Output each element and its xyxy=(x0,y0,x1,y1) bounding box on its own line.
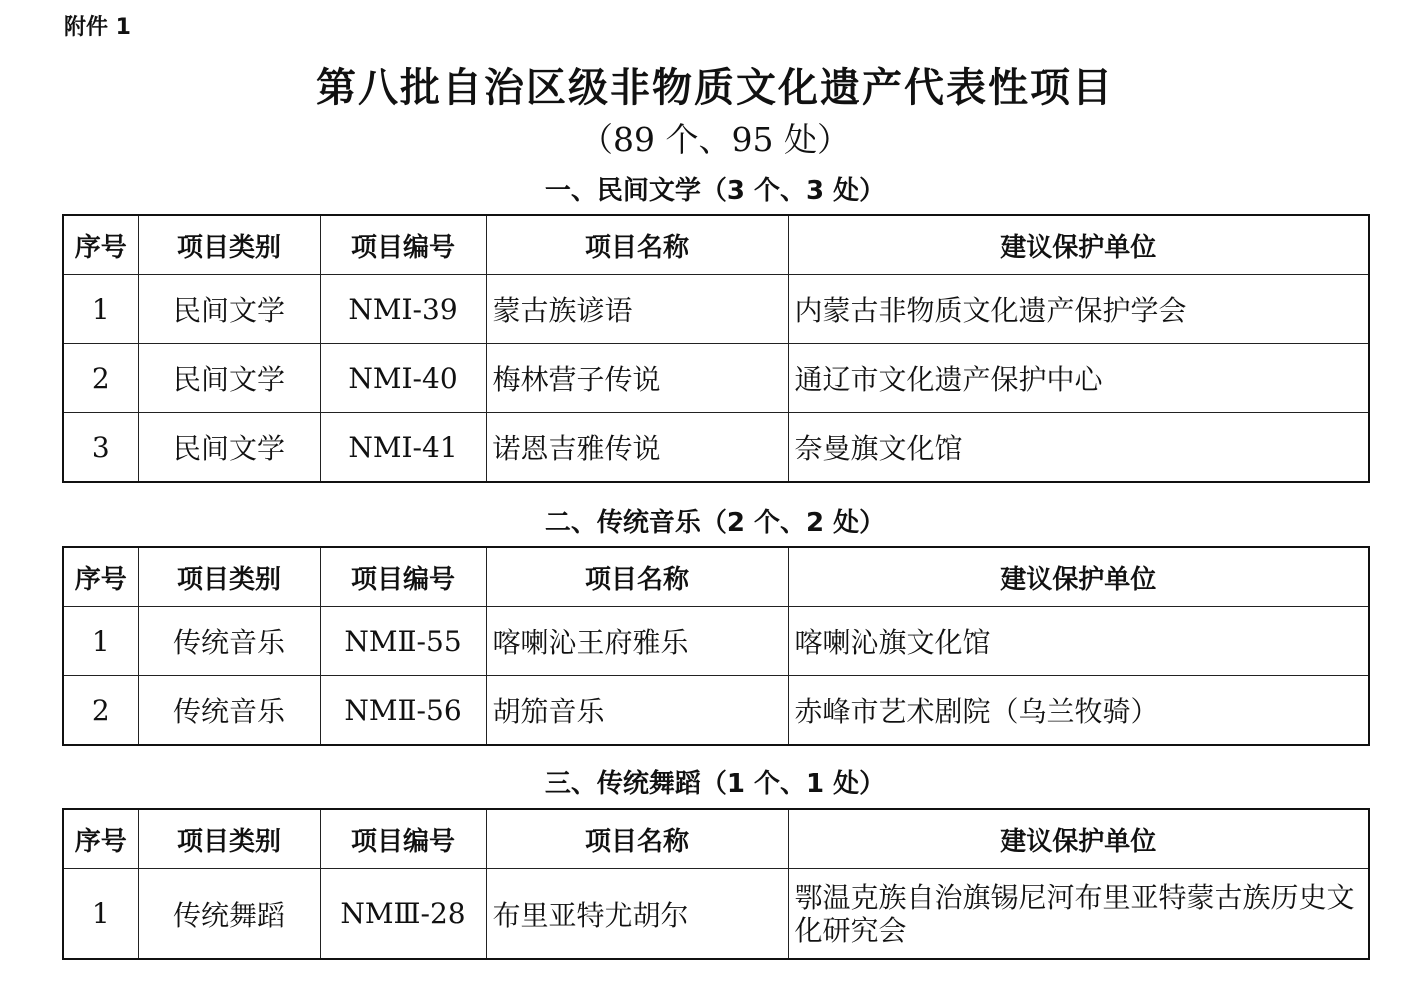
cell-unit: 奈曼旗文化馆 xyxy=(788,413,1369,483)
cell-category: 民间文学 xyxy=(138,275,320,344)
page-subtitle: （89 个、95 处） xyxy=(580,120,850,159)
header-index: 序号 xyxy=(63,547,138,607)
section-heading-folk-literature: 一、民间文学（3 个、3 处） xyxy=(544,176,886,206)
header-category: 项目类别 xyxy=(138,547,320,607)
cell-index: 2 xyxy=(63,344,138,413)
page-title: 第八批自治区级非物质文化遗产代表性项目 xyxy=(316,65,1114,111)
cell-unit: 鄂温克族自治旗锡尼河布里亚特蒙古族历史文化研究会 xyxy=(788,869,1369,960)
table-traditional-dance xyxy=(62,808,1370,960)
cell-index: 1 xyxy=(63,869,138,960)
cell-category: 传统舞蹈 xyxy=(138,869,320,960)
header-unit: 建议保护单位 xyxy=(788,215,1369,275)
table-row xyxy=(63,344,1369,413)
table-row xyxy=(63,607,1369,676)
table-folk-literature xyxy=(62,214,1370,483)
cell-name: 喀喇沁王府雅乐 xyxy=(486,607,788,676)
table-header-row xyxy=(63,215,1369,275)
cell-name: 布里亚特尤胡尔 xyxy=(486,869,788,960)
cell-unit: 赤峰市艺术剧院（乌兰牧骑） xyxy=(788,676,1369,746)
header-category: 项目类别 xyxy=(138,215,320,275)
cell-name: 梅林营子传说 xyxy=(486,344,788,413)
table-row xyxy=(63,413,1369,483)
cell-unit: 内蒙古非物质文化遗产保护学会 xyxy=(788,275,1369,344)
header-index: 序号 xyxy=(63,215,138,275)
section-heading-traditional-dance: 三、传统舞蹈（1 个、1 处） xyxy=(544,769,886,799)
table-header-row xyxy=(63,547,1369,607)
cell-index: 3 xyxy=(63,413,138,483)
section-heading-traditional-music: 二、传统音乐（2 个、2 处） xyxy=(544,508,886,538)
cell-code: NMⅢ-28 xyxy=(320,869,486,960)
header-unit: 建议保护单位 xyxy=(788,809,1369,869)
cell-code: NMⅠ-40 xyxy=(320,344,486,413)
attachment-label: 附件 1 xyxy=(64,15,131,40)
cell-unit: 喀喇沁旗文化馆 xyxy=(788,607,1369,676)
cell-code: NMⅠ-39 xyxy=(320,275,486,344)
cell-category: 民间文学 xyxy=(138,344,320,413)
cell-index: 1 xyxy=(63,275,138,344)
header-code: 项目编号 xyxy=(320,809,486,869)
cell-index: 1 xyxy=(63,607,138,676)
cell-code: NMⅠ-41 xyxy=(320,413,486,483)
header-name: 项目名称 xyxy=(486,809,788,869)
header-code: 项目编号 xyxy=(320,547,486,607)
cell-name: 胡笳音乐 xyxy=(486,676,788,746)
cell-category: 传统音乐 xyxy=(138,607,320,676)
cell-index: 2 xyxy=(63,676,138,746)
table-row xyxy=(63,676,1369,746)
table-row xyxy=(63,275,1369,344)
header-name: 项目名称 xyxy=(486,547,788,607)
header-category: 项目类别 xyxy=(138,809,320,869)
header-index: 序号 xyxy=(63,809,138,869)
cell-name: 蒙古族谚语 xyxy=(486,275,788,344)
cell-unit: 通辽市文化遗产保护中心 xyxy=(788,344,1369,413)
header-name: 项目名称 xyxy=(486,215,788,275)
cell-name: 诺恩吉雅传说 xyxy=(486,413,788,483)
cell-code: NMⅡ-55 xyxy=(320,607,486,676)
table-traditional-music xyxy=(62,546,1370,746)
cell-code: NMⅡ-56 xyxy=(320,676,486,746)
table-row xyxy=(63,869,1369,960)
table-header-row xyxy=(63,809,1369,869)
cell-category: 民间文学 xyxy=(138,413,320,483)
header-unit: 建议保护单位 xyxy=(788,547,1369,607)
cell-category: 传统音乐 xyxy=(138,676,320,746)
header-code: 项目编号 xyxy=(320,215,486,275)
